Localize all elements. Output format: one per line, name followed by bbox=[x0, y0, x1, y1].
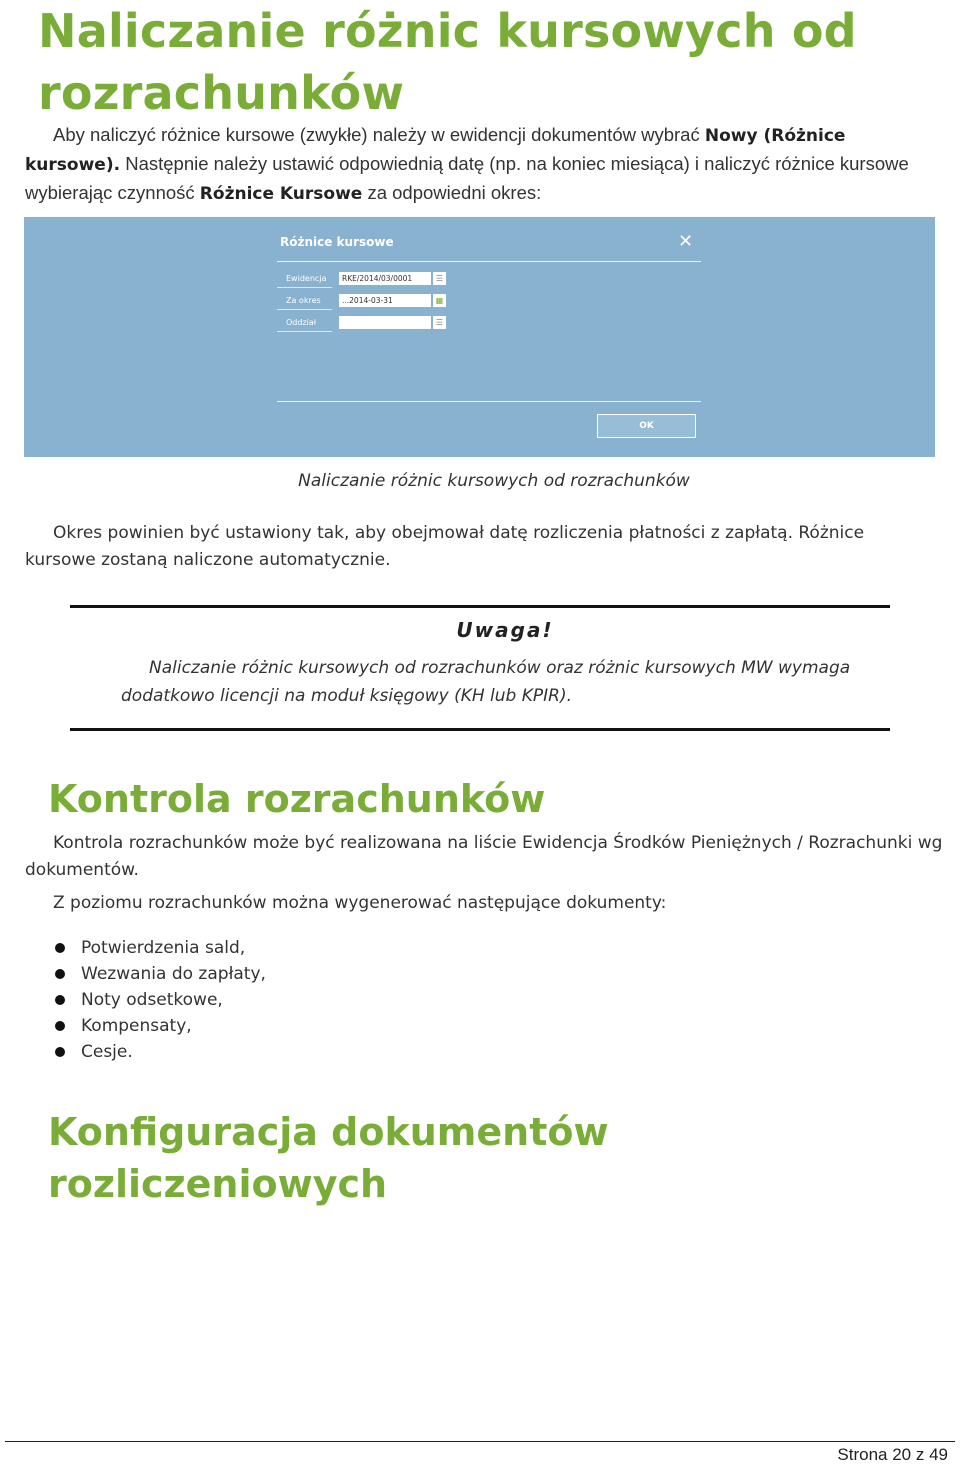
page-number: Strona 20 z 49 bbox=[837, 1445, 948, 1464]
intro-bold-2: Różnice Kursowe bbox=[199, 184, 363, 204]
documents-paragraph bbox=[25, 890, 945, 917]
note-title: Uwaga! bbox=[456, 618, 554, 642]
za-okres-label: Za okres bbox=[286, 296, 321, 305]
dialog-title: Różnice kursowe bbox=[280, 235, 394, 249]
label-divider bbox=[277, 287, 332, 288]
intro-text-2: Następnie należy ustawić odpowiednią datę (np. na koniec miesiąca) i naliczyć różnice kursowe wybierając czynność bbox=[25, 153, 909, 203]
list-item: Cesje. bbox=[55, 1039, 266, 1065]
period-text: Okres powinien być ustawiony tak, aby obejmował datę rozliczenia płatności z zapłatą. Różnice kursowe zostaną naliczone automatycznie. bbox=[25, 523, 865, 570]
ewidencja-label: Ewidencja bbox=[286, 274, 327, 283]
list-item: Wezwania do zapłaty, bbox=[55, 961, 266, 987]
list-item: Potwierdzenia sald, bbox=[55, 935, 266, 961]
intro-paragraph bbox=[25, 121, 935, 208]
list-item: Kompensaty, bbox=[55, 1013, 266, 1039]
documents-list bbox=[55, 935, 266, 1065]
note-bottom-rule bbox=[70, 728, 890, 731]
oddzial-field[interactable] bbox=[339, 316, 431, 329]
label-divider bbox=[277, 309, 332, 310]
label-divider bbox=[277, 331, 332, 332]
ewidencja-field[interactable]: RKE/2014/03/0001 bbox=[339, 272, 431, 285]
dialog-divider bbox=[277, 261, 701, 262]
period-paragraph bbox=[25, 520, 935, 574]
kontrola-text: Kontrola rozrachunków może być realizowana na liście Ewidencja Środków Pieniężnych / Rozrachunki wg dokumentów. bbox=[25, 833, 943, 880]
oddzial-label: Oddział bbox=[286, 318, 317, 327]
list-icon[interactable]: ☰ bbox=[433, 272, 446, 285]
intro-text-3: za odpowiedni okres: bbox=[362, 182, 542, 203]
intro-text-1: Aby naliczyć różnice kursowe (zwykłe) należy w ewidencji dokumentów wybrać bbox=[53, 124, 705, 145]
za-okres-field[interactable]: ...2014-03-31 bbox=[339, 294, 431, 307]
calendar-icon[interactable]: ▦ bbox=[433, 294, 446, 307]
ok-button[interactable]: OK bbox=[597, 414, 696, 438]
footer-divider bbox=[5, 1441, 955, 1442]
list-icon[interactable]: ☰ bbox=[433, 316, 446, 329]
documents-text: Z poziomu rozrachunków można wygenerować następujące dokumenty: bbox=[53, 893, 667, 913]
page-title: Naliczanie różnic kursowych od rozrachunków bbox=[38, 4, 857, 120]
intro-bold-1: Nowy (Różnice kursowe). bbox=[25, 126, 846, 175]
note-box bbox=[121, 654, 881, 710]
note-text: Naliczanie różnic kursowych od rozrachunków oraz różnic kursowych MW wymaga dodatkowo licencji na moduł księgowy (KH lub KPIR). bbox=[121, 658, 851, 706]
note-top-rule bbox=[70, 605, 890, 608]
kontrola-paragraph bbox=[25, 830, 945, 884]
section-title-konfiguracja: Konfiguracja dokumentów rozliczeniowych bbox=[48, 1110, 609, 1206]
dialog-divider bbox=[277, 401, 701, 402]
list-item: Noty odsetkowe, bbox=[55, 987, 266, 1013]
close-icon[interactable]: ✕ bbox=[678, 231, 694, 252]
section-title-kontrola: Kontrola rozrachunków bbox=[48, 777, 546, 821]
dialog-screenshot bbox=[24, 217, 935, 457]
figure-caption: Naliczanie różnic kursowych od rozrachunków bbox=[298, 471, 690, 491]
